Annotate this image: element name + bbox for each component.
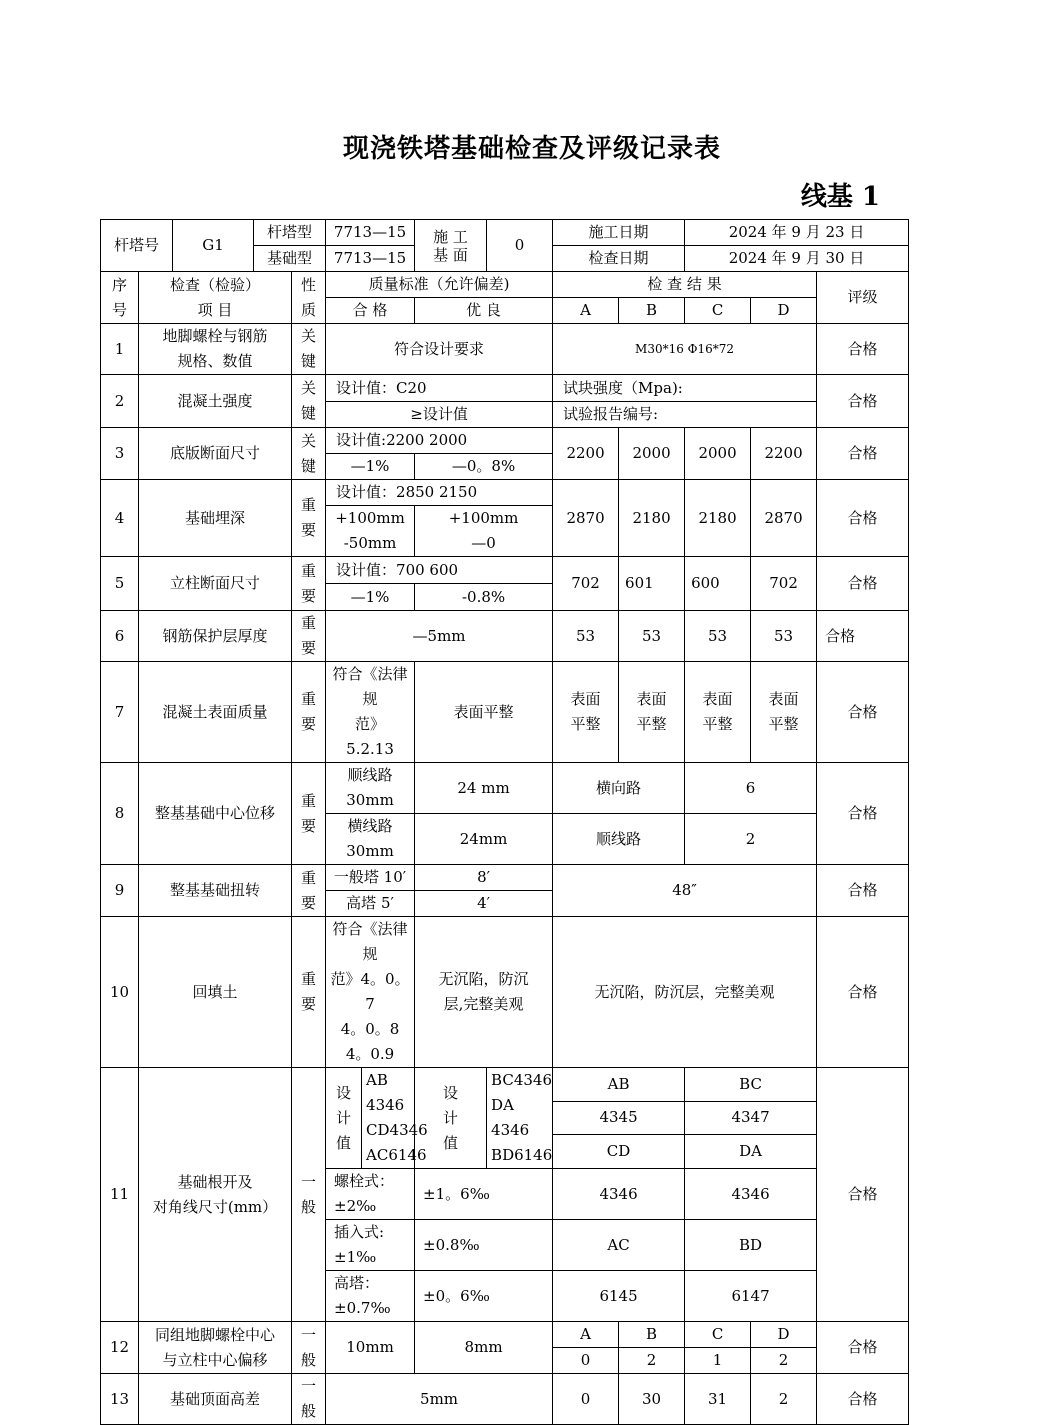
col-excellent: 优 良 — [415, 298, 553, 324]
row-d: 2 — [751, 1348, 817, 1374]
row-c: 600 — [685, 557, 751, 611]
table-row — [101, 917, 909, 1068]
row-nature: 重 要 — [292, 557, 326, 611]
row-result: 试验报告编号: — [553, 402, 817, 428]
row-item: 基础顶面高差 — [139, 1374, 292, 1425]
col-result: 检 查 结 果 — [553, 272, 817, 298]
construction-date-label: 施工日期 — [553, 220, 685, 246]
table-row — [101, 324, 909, 375]
construction-base-value: 0 — [487, 220, 553, 272]
row-pass: 顺线路 30mm — [326, 763, 415, 814]
tower-no-label: 杆塔号 — [101, 220, 173, 272]
row-result-value: 2 — [685, 814, 817, 865]
row-c-label: C — [685, 1322, 751, 1348]
construction-base-label: 施 工 基 面 — [415, 220, 487, 272]
row-design-excellent: BC4346 DA 4346 BD6146 — [487, 1068, 553, 1169]
row-no: 2 — [101, 375, 139, 428]
row-pass: 高塔 5′ — [326, 891, 415, 917]
row-a: 2200 — [553, 428, 619, 480]
row-d: 表面 平整 — [751, 662, 817, 763]
page-subtitle: 线基 1 — [800, 182, 880, 212]
row-rating: 合格 — [817, 324, 909, 375]
row-result: 无沉陷，防沉层，完整美观 — [553, 917, 817, 1068]
table-row — [101, 1068, 909, 1102]
row-design-pass: AB 4346 CD4346 AC6146 — [362, 1068, 415, 1169]
row-pass: —1% — [326, 454, 415, 480]
row-c: 2000 — [685, 428, 751, 480]
row-excellent: -0.8% — [415, 584, 553, 611]
row-result-label: 顺线路 — [553, 814, 685, 865]
row-nature: 一 般 — [292, 1322, 326, 1374]
row-no: 13 — [101, 1374, 139, 1425]
row-no: 12 — [101, 1322, 139, 1374]
table-row — [101, 763, 909, 814]
row-item: 整基基础中心位移 — [139, 763, 292, 865]
row-no: 10 — [101, 917, 139, 1068]
col-pass: 合 格 — [326, 298, 415, 324]
col-a: A — [553, 298, 619, 324]
row-nature: 一 般 — [292, 1068, 326, 1322]
row-rating: 合格 — [817, 480, 909, 557]
row-rating: 合格 — [817, 557, 909, 611]
row-excellent: 4′ — [415, 891, 553, 917]
row-d: 2870 — [751, 480, 817, 557]
row-design-value: 设计值：2850 2150 — [326, 480, 553, 506]
row-item: 立柱断面尺寸 — [139, 557, 292, 611]
row-d: 702 — [751, 557, 817, 611]
row-nature: 重 要 — [292, 662, 326, 763]
row-excellent: 8mm — [415, 1322, 553, 1374]
row-cd-value: 4346 — [553, 1169, 685, 1220]
table-row — [101, 1322, 909, 1348]
row-pass: 螺栓式：±2‰ — [326, 1169, 415, 1220]
page-title: 现浇铁塔基础检查及评级记录表 — [342, 134, 721, 164]
table-row — [101, 375, 909, 402]
row-item: 钢筋保护层厚度 — [139, 611, 292, 662]
row-cd-label: CD — [553, 1135, 685, 1169]
row-a: 0 — [553, 1348, 619, 1374]
row-design-value: 设计值：C20 — [326, 375, 553, 402]
inspection-date-label: 检查日期 — [553, 246, 685, 272]
col-c: C — [685, 298, 751, 324]
row-excellent: 表面平整 — [415, 662, 553, 763]
row-rating: 合格 — [817, 1068, 909, 1322]
inspection-table — [100, 219, 909, 1425]
row-da-value: 4346 — [685, 1169, 817, 1220]
row-no: 4 — [101, 480, 139, 557]
col-seq: 序 号 — [101, 272, 139, 324]
row-b: 2000 — [619, 428, 685, 480]
row-rating: 合格 — [817, 917, 909, 1068]
row-item: 地脚螺栓与钢筋 规格、数值 — [139, 324, 292, 375]
row-pass: 符合《法律规 范》 5.2.13 — [326, 662, 415, 763]
construction-date-value: 2024 年 9 月 23 日 — [685, 220, 909, 246]
table-row — [101, 480, 909, 506]
row-item: 底版断面尺寸 — [139, 428, 292, 480]
inspection-date-value: 2024 年 9 月 30 日 — [685, 246, 909, 272]
row-no: 8 — [101, 763, 139, 865]
row-pass: 高塔：±0.7‰ — [326, 1271, 415, 1322]
row-excellent: 24mm — [415, 814, 553, 865]
row-ac-label: AC — [553, 1220, 685, 1271]
row-c: 53 — [685, 611, 751, 662]
row-no: 11 — [101, 1068, 139, 1322]
row-result: M30*16 Φ16*72 — [553, 324, 817, 375]
row-bd-label: BD — [685, 1220, 817, 1271]
row-nature: 重 要 — [292, 763, 326, 865]
row-a: 702 — [553, 557, 619, 611]
row-pass: 符合《法律规 范》4。0。7 4。0。8 4。0.9 — [326, 917, 415, 1068]
row-item: 回填土 — [139, 917, 292, 1068]
row-excellent: 无沉陷，防沉 层,完整美观 — [415, 917, 553, 1068]
tower-type-value: 7713—15 — [326, 220, 415, 246]
row-item: 基础根开及 对角线尺寸(mm） — [139, 1068, 292, 1322]
row-excellent: +100mm —0 — [415, 506, 553, 557]
row-b: 601 — [619, 557, 685, 611]
row-nature: 重 要 — [292, 865, 326, 917]
row-pass: 插入式:±1‰ — [326, 1220, 415, 1271]
row-pass: 10mm — [326, 1322, 415, 1374]
tower-type-label: 杆塔型 — [254, 220, 326, 246]
row-result: 48″ — [553, 865, 817, 917]
row-a: 0 — [553, 1374, 619, 1425]
row-rating: 合格 — [817, 611, 909, 662]
row-no: 6 — [101, 611, 139, 662]
row-standard: 5mm — [326, 1374, 553, 1425]
row-no: 9 — [101, 865, 139, 917]
row-c: 1 — [685, 1348, 751, 1374]
row-excellent: 8′ — [415, 865, 553, 891]
tower-no-value: G1 — [173, 220, 254, 272]
row-item: 同组地脚螺栓中心 与立柱中心偏移 — [139, 1322, 292, 1374]
foundation-type-label: 基础型 — [254, 246, 326, 272]
row-nature: 重 要 — [292, 480, 326, 557]
row-design-label: 设 计 值 — [415, 1068, 487, 1169]
row-nature: 重 要 — [292, 611, 326, 662]
row-a: 2870 — [553, 480, 619, 557]
row-excellent: ±0。6‰ — [415, 1271, 553, 1322]
row-b: 2 — [619, 1348, 685, 1374]
foundation-type-value: 7713—15 — [326, 246, 415, 272]
row-design-value: 设计值:2200 2000 — [326, 428, 553, 454]
row-a: 表面 平整 — [553, 662, 619, 763]
row-nature: 一 般 — [292, 1374, 326, 1425]
row-excellent: —0。8% — [415, 454, 553, 480]
row-result: 试块强度（Mpa): — [553, 375, 817, 402]
row-no: 7 — [101, 662, 139, 763]
row-excellent: ±1。6‰ — [415, 1169, 553, 1220]
row-bd-value: 6147 — [685, 1271, 817, 1322]
row-design-value: 设计值：700 600 — [326, 557, 553, 584]
row-pass: +100mm -50mm — [326, 506, 415, 557]
row-pass: 横线路 30mm — [326, 814, 415, 865]
row-d: 53 — [751, 611, 817, 662]
row-rating: 合格 — [817, 662, 909, 763]
table-row — [101, 662, 909, 763]
row-a: 53 — [553, 611, 619, 662]
row-rating: 合格 — [817, 375, 909, 428]
row-excellent: ±0.8‰ — [415, 1220, 553, 1271]
row-c: 31 — [685, 1374, 751, 1425]
row-standard: ≥设计值 — [326, 402, 553, 428]
row-standard: —5mm — [326, 611, 553, 662]
col-standard: 质量标准（允许偏差) — [326, 272, 553, 298]
row-nature: 重 要 — [292, 917, 326, 1068]
row-ac-value: 6145 — [553, 1271, 685, 1322]
row-pass: —1% — [326, 584, 415, 611]
row-no: 3 — [101, 428, 139, 480]
col-rating: 评级 — [817, 272, 909, 324]
table-row — [101, 611, 909, 662]
row-no: 5 — [101, 557, 139, 611]
row-item: 整基基础扭转 — [139, 865, 292, 917]
row-b: 30 — [619, 1374, 685, 1425]
row-item: 基础埋深 — [139, 480, 292, 557]
row-d-label: D — [751, 1322, 817, 1348]
row-pass: 一般塔 10′ — [326, 865, 415, 891]
row-a-label: A — [553, 1322, 619, 1348]
row-b-label: B — [619, 1322, 685, 1348]
row-result-label: 横向路 — [553, 763, 685, 814]
row-bc-label: BC — [685, 1068, 817, 1102]
col-item: 检查（检验） 项 目 — [139, 272, 292, 324]
table-row — [101, 428, 909, 454]
row-d: 2 — [751, 1374, 817, 1425]
row-ab-label: AB — [553, 1068, 685, 1102]
row-nature: 关 键 — [292, 375, 326, 428]
row-rating: 合格 — [817, 865, 909, 917]
row-item: 混凝土表面质量 — [139, 662, 292, 763]
row-rating: 合格 — [817, 1374, 909, 1425]
row-c: 表面 平整 — [685, 662, 751, 763]
row-rating: 合格 — [817, 428, 909, 480]
row-b: 2180 — [619, 480, 685, 557]
row-c: 2180 — [685, 480, 751, 557]
row-design-label: 设 计 值 — [326, 1068, 362, 1169]
row-result-value: 6 — [685, 763, 817, 814]
col-b: B — [619, 298, 685, 324]
col-d: D — [751, 298, 817, 324]
row-ab-value: 4345 — [553, 1101, 685, 1135]
table-row — [101, 557, 909, 584]
row-bc-value: 4347 — [685, 1101, 817, 1135]
table-row — [101, 1374, 909, 1425]
row-d: 2200 — [751, 428, 817, 480]
row-b: 53 — [619, 611, 685, 662]
row-no: 1 — [101, 324, 139, 375]
row-da-label: DA — [685, 1135, 817, 1169]
row-b: 表面 平整 — [619, 662, 685, 763]
row-rating: 合格 — [817, 1322, 909, 1374]
row-nature: 关 键 — [292, 428, 326, 480]
row-excellent: 24 mm — [415, 763, 553, 814]
col-nature: 性 质 — [292, 272, 326, 324]
row-rating: 合格 — [817, 763, 909, 865]
row-standard: 符合设计要求 — [326, 324, 553, 375]
table-row — [101, 865, 909, 891]
row-nature: 关 键 — [292, 324, 326, 375]
row-item: 混凝土强度 — [139, 375, 292, 428]
